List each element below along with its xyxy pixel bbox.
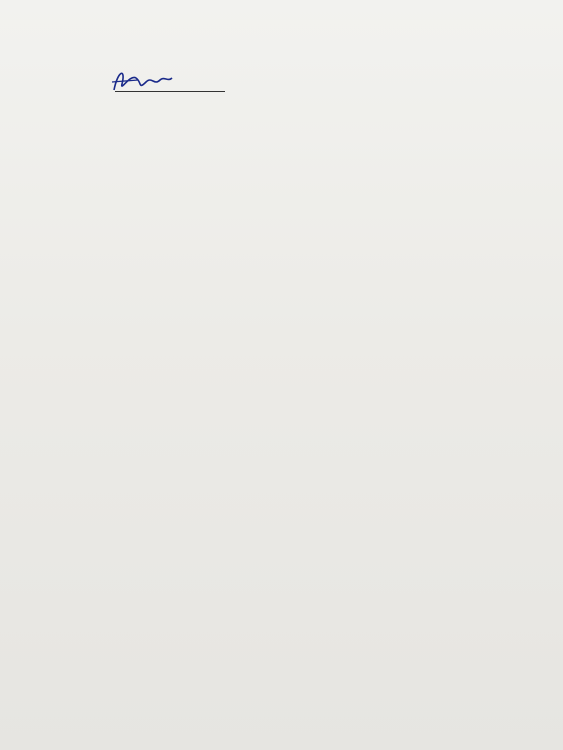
signature-line [115, 91, 225, 92]
timetable [0, 136, 563, 618]
handwritten-signature [108, 60, 178, 100]
